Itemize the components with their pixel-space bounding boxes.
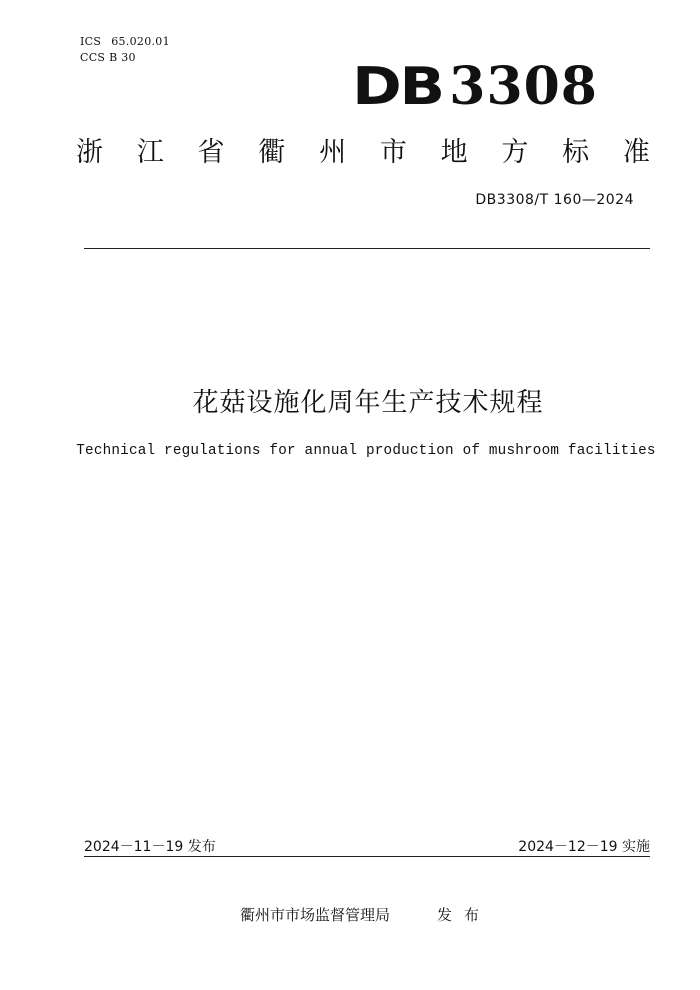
logo-code: 3308 [449, 56, 598, 117]
ics-label: ICS [80, 35, 102, 48]
classification-codes [80, 34, 170, 66]
standard-type-char: 方 [501, 137, 529, 168]
issuing-authority: 衢州市市场监督管理局 [240, 906, 391, 924]
standard-type-char: 市 [379, 137, 407, 168]
standard-number: DB3308/T 160—2024 [475, 192, 634, 208]
standard-type-char: 地 [440, 137, 468, 168]
standard-type-char: 省 [197, 137, 225, 168]
standard-type-char: 衢 [258, 137, 286, 168]
header-divider [84, 248, 650, 249]
ccs-value: B 30 [109, 51, 136, 64]
ccs-label: CCS [80, 51, 106, 64]
standard-type-char: 标 [562, 137, 590, 168]
standard-type-char: 江 [136, 137, 164, 168]
standard-type-char: 州 [319, 137, 347, 168]
document-title-chinese: 花菇设施化周年生产技术规程 [192, 388, 544, 418]
logo-prefix: DB [352, 57, 444, 117]
issue-label: 发布 [437, 906, 492, 924]
standard-type-char: 准 [622, 137, 650, 168]
ics-line [80, 34, 170, 50]
standard-type-title [76, 136, 650, 170]
ccs-line [80, 50, 170, 66]
ics-value: 65.020.01 [111, 35, 170, 48]
release-date: 2024－11－19 发布 [84, 839, 216, 855]
standard-logo [352, 56, 598, 117]
standard-type-char: 浙 [76, 137, 103, 168]
document-title-english: Technical regulations for annual production of mushroom facilities [76, 443, 656, 459]
implementation-date: 2024－12－19 实施 [518, 839, 650, 855]
footer-divider [84, 856, 650, 857]
